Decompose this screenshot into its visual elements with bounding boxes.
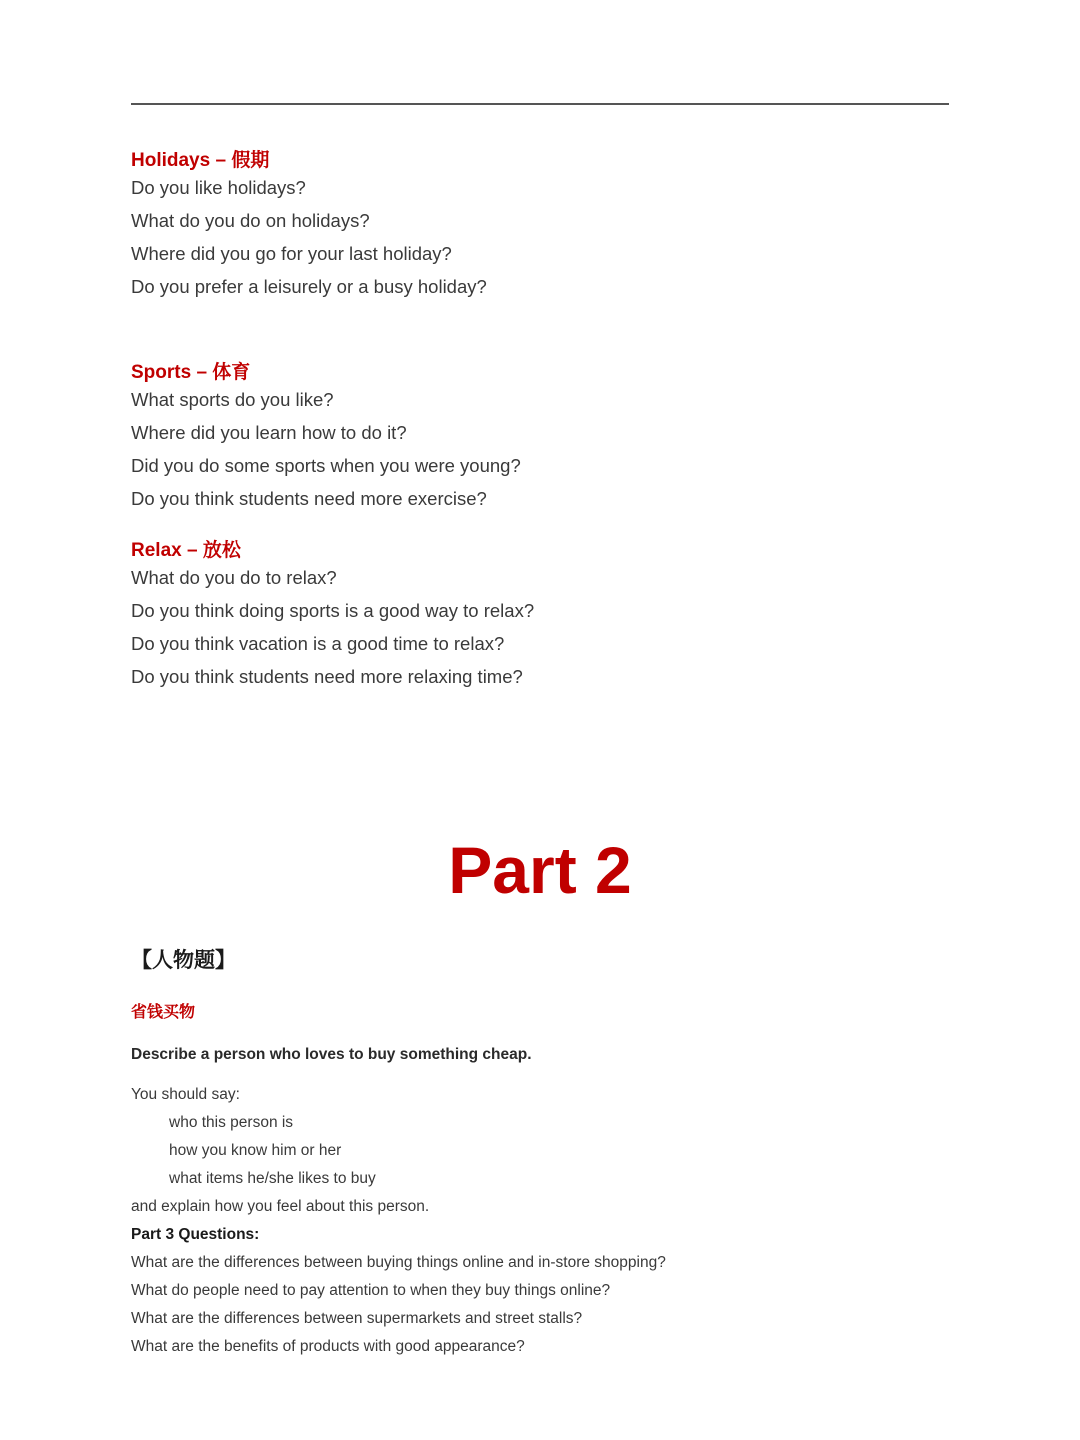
question-list <box>131 383 521 515</box>
cue-point: who this person is <box>169 1114 294 1131</box>
part-3-question: What are the differences between buying things online and in-store shopping? <box>131 1254 666 1271</box>
section-title: Holidays – 假期 <box>131 150 270 171</box>
question: Do you think doing sports is a good way to relax? <box>131 600 535 621</box>
part-2-heading: Part 2 <box>448 833 632 907</box>
question: Do you think vacation is a good time to relax? <box>131 633 505 654</box>
section-sports <box>131 361 521 515</box>
section-title: Relax – 放松 <box>131 540 241 561</box>
question: What sports do you like? <box>131 389 334 410</box>
question: Do you like holidays? <box>131 177 306 198</box>
explain-line: and explain how you feel about this person. <box>131 1198 430 1215</box>
cue-card-body <box>131 1081 666 1361</box>
question-list <box>131 561 534 693</box>
question: Where did you go for your last holiday? <box>131 243 452 264</box>
subtopic-label: 省钱买物 <box>131 1004 196 1021</box>
question: Do you think students need more exercise? <box>131 488 487 509</box>
part-3-question: What are the differences between supermarkets and street stalls? <box>131 1310 583 1327</box>
question-list <box>131 171 487 303</box>
part-3-questions-title: Part 3 Questions: <box>131 1226 260 1243</box>
section-relax <box>131 539 534 693</box>
you-should-say: You should say: <box>131 1086 240 1103</box>
part-3-question: What do people need to pay attention to when they buy things online? <box>131 1282 611 1299</box>
section-holidays <box>131 149 487 303</box>
cue-card-title: Describe a person who loves to buy something cheap. <box>131 1046 532 1063</box>
cue-point: what items he/she likes to buy <box>169 1170 376 1187</box>
question: Do you think students need more relaxing time? <box>131 666 523 687</box>
question: What do you do on holidays? <box>131 210 370 231</box>
question: What do you do to relax? <box>131 567 337 588</box>
cue-point: how you know him or her <box>169 1142 342 1159</box>
part-3-question: What are the benefits of products with good appearance? <box>131 1338 525 1355</box>
question: Do you prefer a leisurely or a busy holiday? <box>131 276 487 297</box>
category-heading: 【人物题】 <box>131 949 236 972</box>
section-title: Sports – 体育 <box>131 362 251 383</box>
question: Where did you learn how to do it? <box>131 422 407 443</box>
question: Did you do some sports when you were young? <box>131 455 521 476</box>
top-divider-rule <box>131 103 949 105</box>
